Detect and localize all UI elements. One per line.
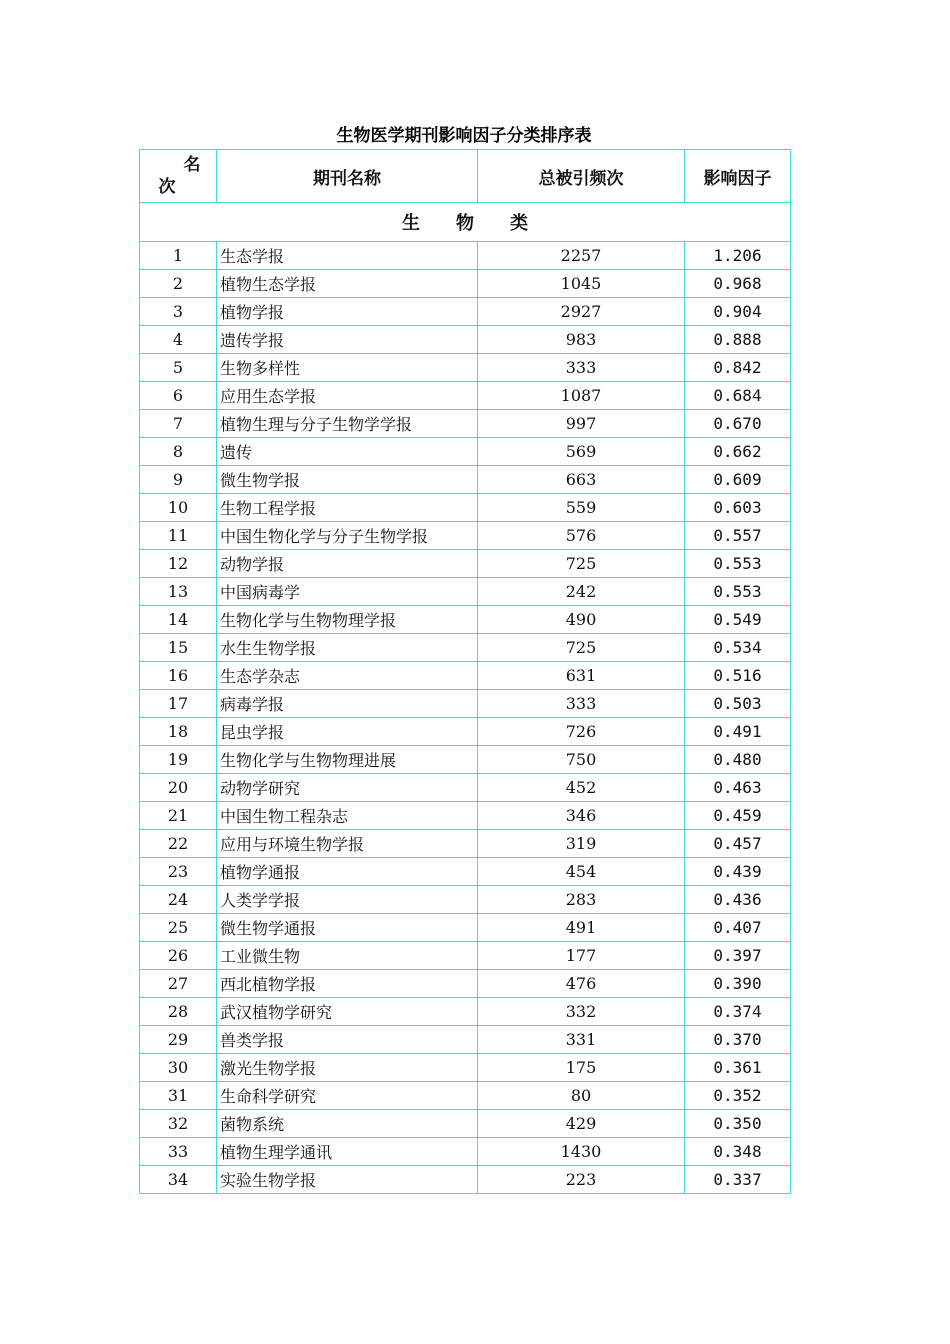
citations-cell: 242	[478, 578, 685, 606]
header-rank	[140, 150, 217, 203]
rank-cell: 22	[140, 830, 217, 858]
rank-cell: 21	[140, 802, 217, 830]
impact-factor-cell: 0.609	[685, 466, 791, 494]
rank-cell: 33	[140, 1138, 217, 1166]
citations-cell: 725	[478, 634, 685, 662]
rank-cell: 31	[140, 1082, 217, 1110]
citations-cell: 983	[478, 326, 685, 354]
citations-cell: 569	[478, 438, 685, 466]
rank-cell: 7	[140, 410, 217, 438]
table-row	[140, 886, 791, 914]
journal-name-cell: 工业微生物	[217, 942, 478, 970]
journal-name-cell: 植物生理学通讯	[217, 1138, 478, 1166]
journal-name-cell: 生态学报	[217, 242, 478, 270]
journal-name-cell: 武汉植物学研究	[217, 998, 478, 1026]
citations-cell: 997	[478, 410, 685, 438]
table-row	[140, 690, 791, 718]
journal-name-cell: 昆虫学报	[217, 718, 478, 746]
citations-cell: 2257	[478, 242, 685, 270]
impact-factor-cell: 0.439	[685, 858, 791, 886]
impact-factor-cell: 1.206	[685, 242, 791, 270]
impact-factor-cell: 0.370	[685, 1026, 791, 1054]
citations-cell: 452	[478, 774, 685, 802]
rank-cell: 3	[140, 298, 217, 326]
citations-cell: 333	[478, 354, 685, 382]
header-rank-line1: 名	[183, 155, 201, 175]
rank-cell: 8	[140, 438, 217, 466]
impact-factor-cell: 0.407	[685, 914, 791, 942]
rank-cell: 16	[140, 662, 217, 690]
journal-name-cell: 生命科学研究	[217, 1082, 478, 1110]
rank-cell: 15	[140, 634, 217, 662]
journal-name-cell: 实验生物学报	[217, 1166, 478, 1194]
rank-cell: 30	[140, 1054, 217, 1082]
table-row	[140, 466, 791, 494]
rank-cell: 23	[140, 858, 217, 886]
citations-cell: 576	[478, 522, 685, 550]
table-row	[140, 242, 791, 270]
table-row	[140, 270, 791, 298]
rank-cell: 32	[140, 1110, 217, 1138]
citations-cell: 80	[478, 1082, 685, 1110]
citations-cell: 333	[478, 690, 685, 718]
citations-cell: 1430	[478, 1138, 685, 1166]
impact-factor-cell: 0.904	[685, 298, 791, 326]
citations-cell: 1087	[478, 382, 685, 410]
impact-factor-cell: 0.350	[685, 1110, 791, 1138]
impact-factor-cell: 0.480	[685, 746, 791, 774]
journal-name-cell: 人类学学报	[217, 886, 478, 914]
impact-factor-cell: 0.516	[685, 662, 791, 690]
citations-cell: 177	[478, 942, 685, 970]
journal-name-cell: 兽类学报	[217, 1026, 478, 1054]
rank-cell: 34	[140, 1166, 217, 1194]
rank-cell: 28	[140, 998, 217, 1026]
impact-factor-cell: 0.662	[685, 438, 791, 466]
table-row	[140, 1138, 791, 1166]
rank-cell: 26	[140, 942, 217, 970]
journal-name-cell: 植物生理与分子生物学学报	[217, 410, 478, 438]
journal-name-cell: 遗传学报	[217, 326, 478, 354]
table-row	[140, 1054, 791, 1082]
impact-factor-cell: 0.457	[685, 830, 791, 858]
rank-cell: 2	[140, 270, 217, 298]
rank-cell: 4	[140, 326, 217, 354]
table-row	[140, 858, 791, 886]
citations-cell: 491	[478, 914, 685, 942]
rank-cell: 9	[140, 466, 217, 494]
table-row	[140, 662, 791, 690]
journal-name-cell: 植物学报	[217, 298, 478, 326]
citations-cell: 346	[478, 802, 685, 830]
impact-factor-cell: 0.390	[685, 970, 791, 998]
journal-name-cell: 遗传	[217, 438, 478, 466]
citations-cell: 631	[478, 662, 685, 690]
table-row	[140, 830, 791, 858]
citations-cell: 476	[478, 970, 685, 998]
table-row	[140, 634, 791, 662]
journal-name-cell: 应用生态学报	[217, 382, 478, 410]
citations-cell: 332	[478, 998, 685, 1026]
table-row	[140, 1110, 791, 1138]
rank-cell: 13	[140, 578, 217, 606]
rank-cell: 12	[140, 550, 217, 578]
table-header-row	[140, 150, 791, 203]
rank-cell: 5	[140, 354, 217, 382]
impact-factor-cell: 0.337	[685, 1166, 791, 1194]
impact-factor-cell: 0.534	[685, 634, 791, 662]
journal-name-cell: 生物化学与生物物理进展	[217, 746, 478, 774]
citations-cell: 1045	[478, 270, 685, 298]
table-row	[140, 1166, 791, 1194]
rank-cell: 10	[140, 494, 217, 522]
impact-factor-cell: 0.603	[685, 494, 791, 522]
rank-cell: 20	[140, 774, 217, 802]
impact-factor-cell: 0.553	[685, 578, 791, 606]
impact-factor-cell: 0.557	[685, 522, 791, 550]
table-row	[140, 354, 791, 382]
table-row	[140, 914, 791, 942]
rank-cell: 14	[140, 606, 217, 634]
header-journal-name: 期刊名称	[217, 150, 478, 203]
journal-name-cell: 中国生物化学与分子生物学报	[217, 522, 478, 550]
journal-name-cell: 植物生态学报	[217, 270, 478, 298]
impact-factor-cell: 0.459	[685, 802, 791, 830]
journal-name-cell: 激光生物学报	[217, 1054, 478, 1082]
impact-factor-cell: 0.348	[685, 1138, 791, 1166]
table-row	[140, 494, 791, 522]
table-row	[140, 298, 791, 326]
journal-name-cell: 应用与环境生物学报	[217, 830, 478, 858]
journal-name-cell: 西北植物学报	[217, 970, 478, 998]
journal-name-cell: 水生生物学报	[217, 634, 478, 662]
table-row	[140, 942, 791, 970]
table-row	[140, 606, 791, 634]
header-impact-factor: 影响因子	[685, 150, 791, 203]
impact-factor-cell: 0.436	[685, 886, 791, 914]
citations-cell: 283	[478, 886, 685, 914]
category-label: 生 物 类	[140, 203, 791, 242]
citations-cell: 319	[478, 830, 685, 858]
rank-cell: 1	[140, 242, 217, 270]
table-row	[140, 326, 791, 354]
rank-cell: 18	[140, 718, 217, 746]
journal-name-cell: 生物多样性	[217, 354, 478, 382]
rank-cell: 29	[140, 1026, 217, 1054]
impact-factor-cell: 0.842	[685, 354, 791, 382]
rank-cell: 19	[140, 746, 217, 774]
impact-factor-cell: 0.361	[685, 1054, 791, 1082]
impact-factor-cell: 0.553	[685, 550, 791, 578]
citations-cell: 726	[478, 718, 685, 746]
citations-cell: 559	[478, 494, 685, 522]
impact-factor-cell: 0.374	[685, 998, 791, 1026]
citations-cell: 331	[478, 1026, 685, 1054]
journal-name-cell: 生态学杂志	[217, 662, 478, 690]
table-row	[140, 746, 791, 774]
table-row	[140, 774, 791, 802]
impact-factor-cell: 0.684	[685, 382, 791, 410]
impact-factor-cell: 0.397	[685, 942, 791, 970]
impact-factor-cell: 0.491	[685, 718, 791, 746]
table-row	[140, 578, 791, 606]
citations-cell: 454	[478, 858, 685, 886]
citations-cell: 663	[478, 466, 685, 494]
citations-cell: 725	[478, 550, 685, 578]
category-row	[140, 203, 791, 242]
rank-cell: 24	[140, 886, 217, 914]
journal-name-cell: 病毒学报	[217, 690, 478, 718]
journal-name-cell: 生物化学与生物物理学报	[217, 606, 478, 634]
citations-cell: 2927	[478, 298, 685, 326]
table-row	[140, 410, 791, 438]
table-row	[140, 550, 791, 578]
citations-cell: 223	[478, 1166, 685, 1194]
citations-cell: 490	[478, 606, 685, 634]
journal-name-cell: 动物学研究	[217, 774, 478, 802]
journal-name-cell: 菌物系统	[217, 1110, 478, 1138]
citations-cell: 429	[478, 1110, 685, 1138]
table-row	[140, 802, 791, 830]
impact-factor-cell: 0.968	[685, 270, 791, 298]
citations-cell: 750	[478, 746, 685, 774]
impact-factor-cell: 0.463	[685, 774, 791, 802]
rank-cell: 11	[140, 522, 217, 550]
table-row	[140, 998, 791, 1026]
journal-name-cell: 生物工程学报	[217, 494, 478, 522]
rank-cell: 25	[140, 914, 217, 942]
impact-factor-cell: 0.352	[685, 1082, 791, 1110]
citations-cell: 175	[478, 1054, 685, 1082]
impact-factor-cell: 0.503	[685, 690, 791, 718]
impact-factor-cell: 0.549	[685, 606, 791, 634]
table-row	[140, 522, 791, 550]
header-total-citations: 总被引频次	[478, 150, 685, 203]
table-row	[140, 382, 791, 410]
journal-name-cell: 动物学报	[217, 550, 478, 578]
journal-name-cell: 中国病毒学	[217, 578, 478, 606]
journal-name-cell: 微生物学通报	[217, 914, 478, 942]
table-row	[140, 1082, 791, 1110]
page-title: 生物医学期刊影响因子分类排序表	[336, 126, 592, 146]
journal-name-cell: 微生物学报	[217, 466, 478, 494]
table-row	[140, 718, 791, 746]
impact-factor-cell: 0.888	[685, 326, 791, 354]
impact-factor-cell: 0.670	[685, 410, 791, 438]
impact-factor-table	[139, 149, 791, 1194]
table-row	[140, 438, 791, 466]
header-rank-line2: 次	[158, 177, 176, 197]
rank-cell: 17	[140, 690, 217, 718]
journal-name-cell: 植物学通报	[217, 858, 478, 886]
journal-name-cell: 中国生物工程杂志	[217, 802, 478, 830]
rank-cell: 27	[140, 970, 217, 998]
table-row	[140, 970, 791, 998]
table-row	[140, 1026, 791, 1054]
rank-cell: 6	[140, 382, 217, 410]
